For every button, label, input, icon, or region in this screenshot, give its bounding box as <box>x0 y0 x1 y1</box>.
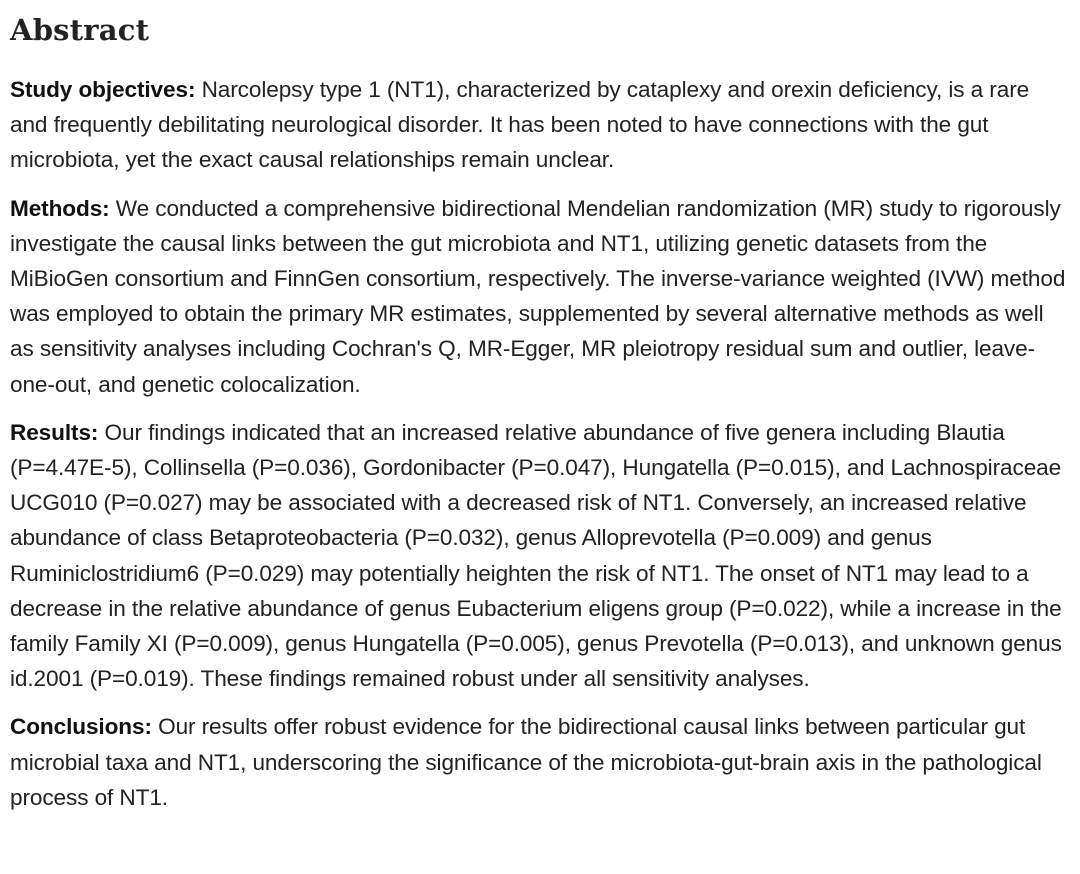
methods-text: We conducted a comprehensive bidirectional Mendelian randomization (MR) study to rigorously investigate the causal links between the gut microbiota and NT1, utilizing genetic datasets from the MiBioGen consortium and FinnGen consortium, respectively. The inverse-variance weighted (IVW) method was employed to obtain the primary MR estimates, supplemented by several alternative methods as well as sensitivity analyses including Cochran's Q, MR-Egger, MR pleiotropy residual sum and outlier, leave-one-out, and genetic colocalization. <box>10 195 1066 397</box>
study-objectives-text: Narcolepsy type 1 (NT1), characterized by cataplexy and orexin deficiency, is a rare and frequently debilitating neurological disorder. It has been noted to have connections with the gut microbiota, yet the exact causal relationships remain unclear. <box>10 77 1030 173</box>
study-objectives-paragraph <box>10 72 1072 178</box>
results-paragraph <box>10 415 1072 697</box>
abstract-container <box>10 0 1072 815</box>
methods-label: Methods: <box>10 195 110 221</box>
study-objectives-label: Study objectives: <box>10 77 196 102</box>
conclusions-text: Our results offer robust evidence for the bidirectional causal links between particular gut microbial taxa and NT1, underscoring the significance of the microbiota-gut-brain axis in the pathological process of NT1. <box>10 714 1042 810</box>
results-text: Our findings indicated that an increased relative abundance of five genera including Blautia (P=4.47E-5), Collinsella (P=0.036), Gordonibacter (P=0.047), Hungatella (P=0.015), and Lachnospiraceae UCG010 (P=0.027) may be associated with a decreased risk of NT1. Conversely, an increased relative abundance of class Betaproteobacteria (P=0.032), genus Alloprevotella (P=0.009) and genus Ruminiclostridium6 (P=0.029) may potentially heighten the risk of NT1. The onset of NT1 may lead to a decrease in the relative abundance of genus Eubacterium eligens group (P=0.022), while a increase in the family Family XI (P=0.009), genus Hungatella (P=0.005), genus Prevotella (P=0.013), and unknown genus id.2001 (P=0.019). These findings remained robust under all sensitivity analyses. <box>10 419 1062 692</box>
methods-paragraph <box>10 191 1072 402</box>
conclusions-label: Conclusions: <box>10 714 152 740</box>
conclusions-paragraph <box>10 709 1072 815</box>
abstract-heading: Abstract <box>10 13 150 47</box>
results-label: Results: <box>10 419 99 445</box>
